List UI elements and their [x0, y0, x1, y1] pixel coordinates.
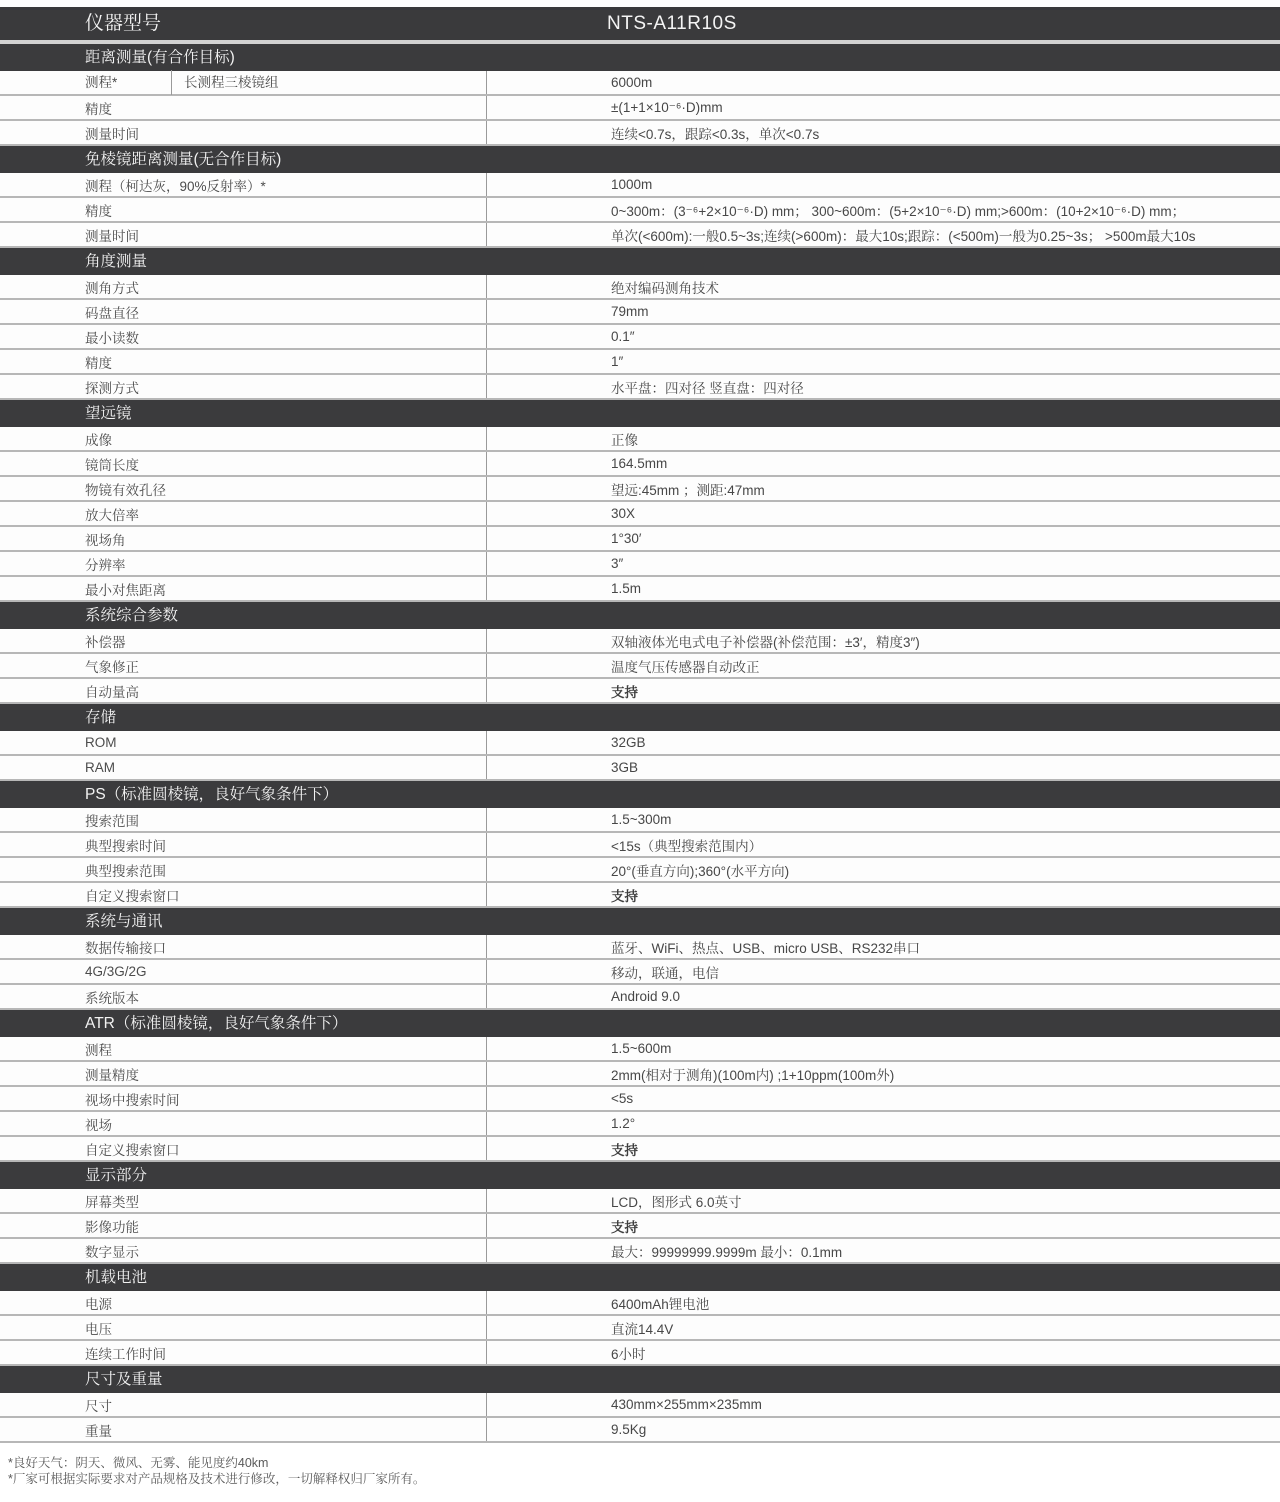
- section-header: 存储: [0, 704, 1280, 731]
- spec-label-cell: [0, 300, 487, 323]
- spec-label-cell: [0, 1112, 487, 1135]
- spec-label-cell: [0, 223, 487, 246]
- spec-label-cell: [0, 427, 487, 450]
- spec-label-cell: [0, 1393, 487, 1416]
- spec-label-cell: [0, 1291, 487, 1314]
- spec-value: 0.1″: [611, 329, 635, 344]
- spec-row: [0, 552, 1280, 577]
- spec-label: RAM: [85, 760, 115, 775]
- spec-label: 最小读数: [85, 330, 139, 346]
- spec-label: 尺寸: [85, 1398, 112, 1414]
- spec-label: 自定义搜索窗口: [85, 888, 180, 904]
- spec-label: 探测方式: [85, 380, 139, 396]
- spec-label-cell: [0, 477, 487, 500]
- section-header: 角度测量: [0, 248, 1280, 275]
- spec-row: [0, 96, 1280, 121]
- spec-label: 连续工作时间: [85, 1346, 166, 1362]
- spec-row: [0, 375, 1280, 400]
- spec-row: [0, 1037, 1280, 1062]
- spec-label: 屏幕类型: [85, 1194, 139, 1210]
- spec-table: [0, 44, 1280, 1443]
- spec-label-cell: [0, 654, 487, 677]
- spec-row: [0, 1062, 1280, 1087]
- spec-label: 数字显示: [85, 1244, 139, 1260]
- spec-row: [0, 1087, 1280, 1112]
- spec-value: 30X: [611, 506, 636, 521]
- spec-section: [0, 1264, 1280, 1366]
- spec-label-cell: [0, 960, 487, 983]
- spec-value: 79mm: [611, 304, 649, 319]
- spec-row: [0, 679, 1280, 704]
- spec-row: [0, 427, 1280, 452]
- spec-value: 32GB: [611, 735, 646, 750]
- spec-section: [0, 1010, 1280, 1162]
- spec-label: 测程*: [0, 70, 172, 95]
- spec-value: 9.5Kg: [611, 1422, 647, 1437]
- spec-section: [0, 908, 1280, 1010]
- spec-row: [0, 985, 1280, 1010]
- spec-value: 1″: [611, 354, 624, 369]
- spec-label: 系统版本: [85, 990, 139, 1006]
- spec-row: [0, 629, 1280, 654]
- spec-row: [0, 1137, 1280, 1162]
- spec-sublabel: 长测程三棱镜组: [184, 75, 279, 90]
- spec-label-cell: [0, 1062, 487, 1085]
- section-header: 系统与通讯: [0, 908, 1280, 935]
- spec-sheet-page: [0, 7, 1280, 1487]
- spec-value: <5s: [611, 1091, 634, 1106]
- spec-label: 气象修正: [85, 659, 139, 675]
- spec-label-cell: [0, 275, 487, 298]
- spec-value: 最大：99999999.9999m 最小：0.1mm: [611, 1244, 843, 1260]
- spec-label: 测量时间: [85, 126, 139, 142]
- spec-section: [0, 781, 1280, 908]
- spec-label: 典型搜索时间: [85, 838, 166, 854]
- spec-label: 数据传输接口: [85, 940, 166, 956]
- spec-row: [0, 1291, 1280, 1316]
- spec-row: [0, 300, 1280, 325]
- spec-label: 最小对焦距离: [85, 582, 166, 598]
- spec-row: [0, 833, 1280, 858]
- spec-value: 直流14.4V: [611, 1321, 674, 1337]
- spec-row: [0, 173, 1280, 198]
- spec-label-cell: [0, 325, 487, 348]
- section-rows: [0, 629, 1280, 704]
- spec-row: [0, 223, 1280, 248]
- spec-section: [0, 704, 1280, 781]
- spec-label: 精度: [85, 203, 112, 219]
- spec-label: 测角方式: [85, 280, 139, 296]
- spec-label: 电压: [85, 1321, 112, 1337]
- spec-row: [0, 1393, 1280, 1418]
- spec-label-cell: [0, 935, 487, 958]
- section-header: 望远镜: [0, 400, 1280, 427]
- spec-label-cell: [0, 1341, 487, 1364]
- spec-label: 视场角: [85, 532, 126, 548]
- spec-label: 电源: [85, 1296, 112, 1312]
- spec-value: 支持: [611, 684, 638, 700]
- spec-value: 1°30′: [611, 531, 642, 546]
- section-header: 系统综合参数: [0, 602, 1280, 629]
- spec-label-cell: [0, 1214, 487, 1237]
- spec-row: [0, 1214, 1280, 1239]
- spec-section: [0, 248, 1280, 400]
- spec-row: [0, 121, 1280, 146]
- spec-value: 绝对编码测角技术: [611, 280, 719, 296]
- spec-label-cell: [0, 858, 487, 881]
- spec-label: 测程（柯达灰，90%反射率）*: [85, 178, 266, 194]
- section-header: 距离测量(有合作目标): [0, 44, 1280, 71]
- spec-value: 3″: [611, 556, 624, 571]
- spec-value: 2mm(相对于测角)(100m内) ;1+10ppm(100m外): [611, 1067, 895, 1083]
- section-rows: [0, 935, 1280, 1010]
- spec-label-cell: [0, 1316, 487, 1339]
- spec-value: 水平盘：四对径 竖直盘：四对径: [611, 380, 804, 396]
- spec-label: 补偿器: [85, 634, 126, 650]
- spec-value: 正像: [611, 432, 638, 448]
- spec-label-cell: [0, 96, 487, 119]
- spec-section: [0, 602, 1280, 704]
- spec-label: 搜索范围: [85, 813, 139, 829]
- spec-row: [0, 198, 1280, 223]
- section-rows: [0, 275, 1280, 400]
- spec-row: [0, 275, 1280, 300]
- spec-label-cell: [0, 985, 487, 1008]
- spec-label: 测程: [85, 1042, 112, 1058]
- spec-label: 视场中搜索时间: [85, 1092, 180, 1108]
- spec-label: 成像: [85, 432, 112, 448]
- spec-label: ROM: [85, 735, 117, 750]
- spec-value: 支持: [611, 1219, 638, 1235]
- spec-label-cell: [0, 577, 487, 600]
- section-rows: [0, 427, 1280, 602]
- section-header: 尺寸及重量: [0, 1366, 1280, 1393]
- spec-label: 4G/3G/2G: [85, 964, 147, 979]
- spec-label: 镜筒长度: [85, 457, 139, 473]
- spec-value: 0~300m：(3⁻⁶+2×10⁻⁶·D) mm； 300~600m：(5+2×10⁻⁶·D) mm;>600m：(10+2×10⁻⁶·D) mm；: [611, 203, 1186, 219]
- spec-label-cell: [0, 121, 487, 144]
- spec-value: 单次(<600m):一般0.5~3s;连续(>600m)：最大10s;跟踪：(<500m)一般为0.25~3s； >500m最大10s: [611, 228, 1196, 244]
- spec-label: 测量时间: [85, 228, 139, 244]
- spec-row: [0, 858, 1280, 883]
- spec-row: [0, 325, 1280, 350]
- section-rows: [0, 1037, 1280, 1162]
- spec-row: [0, 756, 1280, 781]
- spec-row: [0, 1112, 1280, 1137]
- spec-label-cell: [0, 375, 487, 398]
- spec-label: 影像功能: [85, 1219, 139, 1235]
- spec-label-cell: [0, 1418, 487, 1441]
- spec-row: [0, 731, 1280, 756]
- spec-value: 1.5m: [611, 581, 642, 596]
- spec-row: [0, 654, 1280, 679]
- spec-label: 自动量高: [85, 684, 139, 700]
- spec-label: 码盘直径: [85, 305, 139, 321]
- section-header: ATR（标准圆棱镜，良好气象条件下）: [0, 1010, 1280, 1037]
- section-header: PS（标准圆棱镜，良好气象条件下）: [0, 781, 1280, 808]
- spec-section: [0, 400, 1280, 602]
- section-rows: [0, 808, 1280, 908]
- spec-section: [0, 1366, 1280, 1443]
- spec-value: 蓝牙、WiFi、热点、USB、micro USB、RS232串口: [611, 940, 921, 956]
- section-rows: [0, 1291, 1280, 1366]
- spec-value: 1.5~600m: [611, 1041, 672, 1056]
- section-rows: [0, 173, 1280, 248]
- spec-value: 430mm×255mm×235mm: [611, 1397, 762, 1412]
- spec-label: 精度: [85, 101, 112, 117]
- spec-value: 3GB: [611, 760, 639, 775]
- spec-label-cell: [0, 452, 487, 475]
- model-header-label: 仪器型号: [85, 13, 162, 34]
- spec-label-cell: [0, 629, 487, 652]
- section-header: 机载电池: [0, 1264, 1280, 1291]
- spec-value: Android 9.0: [611, 989, 681, 1004]
- spec-label: 测量精度: [85, 1067, 139, 1083]
- section-header: 显示部分: [0, 1162, 1280, 1189]
- spec-label-cell: [0, 731, 487, 754]
- spec-label-cell: [0, 808, 487, 831]
- spec-label-cell: [0, 502, 487, 525]
- spec-row: [0, 1239, 1280, 1264]
- spec-label: 自定义搜索窗口: [85, 1142, 180, 1158]
- spec-value: 温度气压传感器自动改正: [611, 659, 760, 675]
- spec-value: 支持: [611, 888, 638, 904]
- spec-value: 6400mAh锂电池: [611, 1296, 710, 1312]
- spec-label: 分辨率: [85, 557, 126, 573]
- spec-label-cell: [0, 1239, 487, 1262]
- spec-label-cell: [0, 527, 487, 550]
- spec-value: 1000m: [611, 177, 653, 192]
- spec-label-cell: [0, 1037, 487, 1060]
- spec-label-cell: [0, 71, 487, 94]
- spec-label: 精度: [85, 355, 112, 371]
- spec-label-cell: [0, 198, 487, 221]
- footnotes: [0, 1455, 1280, 1487]
- spec-value: <15s（典型搜索范围内）: [611, 838, 763, 854]
- footnote-disclaimer: *厂家可根据实际要求对产品规格及技术进行修改，一切解释权归厂家所有。: [8, 1472, 426, 1486]
- spec-label-cell: [0, 883, 487, 906]
- spec-label: 物镜有效孔径: [85, 482, 166, 498]
- spec-row: [0, 477, 1280, 502]
- section-rows: [0, 71, 1280, 146]
- spec-section: [0, 146, 1280, 248]
- spec-value: 望远:45mm ；测距:47mm: [611, 482, 765, 498]
- spec-label-cell: [0, 1087, 487, 1110]
- spec-label-cell: [0, 756, 487, 779]
- spec-label-cell: [0, 833, 487, 856]
- spec-section: [0, 44, 1280, 146]
- spec-value: LCD，图形式 6.0英寸: [611, 1194, 742, 1210]
- spec-row: [0, 1341, 1280, 1366]
- spec-label-cell: [0, 679, 487, 702]
- section-header: 免棱镜距离测量(无合作目标): [0, 146, 1280, 173]
- spec-value: 6小时: [611, 1346, 646, 1362]
- spec-label-cell: [0, 1137, 487, 1160]
- spec-label-cell: [0, 552, 487, 575]
- spec-label: 典型搜索范围: [85, 863, 166, 879]
- spec-row: [0, 935, 1280, 960]
- section-rows: [0, 1189, 1280, 1264]
- spec-row: [0, 808, 1280, 833]
- spec-value: ±(1+1×10⁻⁶·D)mm: [611, 99, 723, 115]
- spec-label: 放大倍率: [85, 507, 139, 523]
- spec-row: [0, 960, 1280, 985]
- model-header: [0, 7, 1280, 40]
- spec-label-cell: [0, 173, 487, 196]
- model-number: NTS-A11R10S: [607, 13, 737, 34]
- spec-value: 1.2°: [611, 1116, 636, 1131]
- spec-row: [0, 527, 1280, 552]
- spec-label-cell: [0, 1189, 487, 1212]
- spec-row: [0, 883, 1280, 908]
- spec-value: 双轴液体光电式电子补偿器(补偿范围：±3′，精度3″): [611, 634, 920, 650]
- spec-label-cell: [0, 350, 487, 373]
- spec-label: 重量: [85, 1423, 112, 1439]
- section-rows: [0, 1393, 1280, 1443]
- spec-value: 164.5mm: [611, 456, 668, 471]
- spec-row: [0, 1189, 1280, 1214]
- spec-value: 连续<0.7s，跟踪<0.3s，单次<0.7s: [611, 126, 820, 142]
- spec-row: [0, 1418, 1280, 1443]
- spec-value: 20°(垂直方向);360°(水平方向): [611, 863, 790, 879]
- spec-row: [0, 502, 1280, 527]
- section-rows: [0, 731, 1280, 781]
- spec-row: [0, 71, 1280, 96]
- spec-row: [0, 452, 1280, 477]
- spec-row: [0, 577, 1280, 602]
- spec-row: [0, 1316, 1280, 1341]
- spec-value: 支持: [611, 1142, 638, 1158]
- spec-value: 移动，联通，电信: [611, 965, 719, 981]
- spec-value: 1.5~300m: [611, 812, 672, 827]
- spec-value: 6000m: [611, 75, 653, 90]
- spec-label: 视场: [85, 1117, 112, 1133]
- footnote-weather: *良好天气：阴天、微风、无雾、能见度约40km: [8, 1456, 269, 1470]
- spec-section: [0, 1162, 1280, 1264]
- spec-row: [0, 350, 1280, 375]
